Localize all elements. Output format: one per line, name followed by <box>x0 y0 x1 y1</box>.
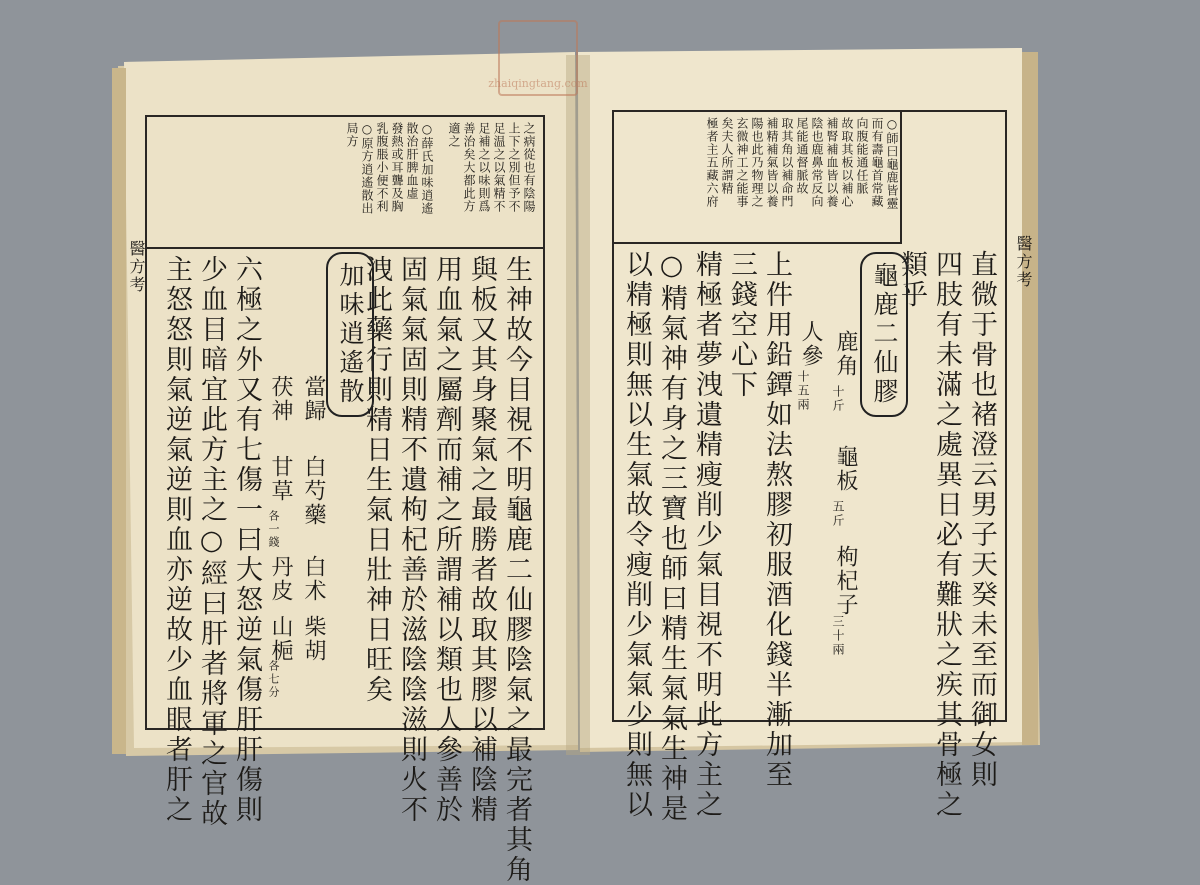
header-note: 極者主五藏六府 <box>705 117 719 208</box>
header-note: 上下之別但予不 <box>507 122 521 213</box>
right-header-notes <box>618 117 898 237</box>
text-column: 生神故今目視不明龜鹿二仙膠陰氣之最完者其角 <box>501 255 532 885</box>
header-note: 足補之以味則爲 <box>477 122 491 213</box>
ingredient-amount: 三十兩 <box>831 615 845 657</box>
ingredient-name: 龜板 <box>833 445 858 493</box>
ingredient-amount: 十五兩 <box>796 370 810 412</box>
header-note: 善治矣大都此方 <box>462 122 476 213</box>
header-note: 矣夫人所謂精 <box>720 117 734 195</box>
formula-title-right: 龜鹿二仙膠 <box>860 252 908 417</box>
ingredient-amount: 各七分 <box>267 660 280 699</box>
header-note: ○薛氏加味逍遙 <box>420 122 434 215</box>
ingredient-name: 丹皮 <box>268 555 293 603</box>
ingredient-name: 當歸 <box>301 375 326 423</box>
ingredient-name: 柴胡 <box>301 615 326 663</box>
header-note: ○師曰龜鹿皆靈 <box>885 117 899 210</box>
text-column: 類乎 <box>896 250 927 310</box>
text-column: 上件用鉛鐔如法熬膠初服酒化錢半漸加至 <box>761 250 792 790</box>
ingredient-name: 白芍藥 <box>301 455 326 527</box>
ingredient-amount: 五斤 <box>831 500 845 528</box>
header-note: 尾能通督脈故 <box>795 117 809 195</box>
ingredient-amount: 各一錢 <box>267 510 280 549</box>
watermark-text: zhaiqingtang.com <box>488 77 588 90</box>
text-column: ○精氣神有身之三寶也師曰精生氣氣生神是 <box>656 250 687 824</box>
text-column: 精極者夢洩遺精瘦削少氣目視不明此方主之 <box>691 250 722 820</box>
text-column: 三錢空心下 <box>726 250 757 400</box>
header-note: 故取其板以補心 <box>840 117 854 208</box>
header-note: 玄微神工之能事 <box>735 117 749 208</box>
text-column: 直微于骨也褚澄云男子天癸未至而御女則 <box>966 250 997 790</box>
header-note: 散治肝脾血虛 <box>405 122 419 200</box>
header-note: 適之 <box>447 122 461 148</box>
header-note: 足温之以氣精不 <box>492 122 506 213</box>
header-note: 陽也此乃物理之 <box>750 117 764 208</box>
text-column: 與板又其身聚氣之最勝者故取其膠以補陰精 <box>466 255 497 825</box>
header-note: 陰也鹿鼻常反向 <box>810 117 824 208</box>
text-column: 固氣氣固則精不遺枸杞善於滋陰陰滋則火不 <box>396 255 427 825</box>
text-column: 用血氣之屬劑而補之所謂補以類也人參善於 <box>431 255 462 825</box>
text-column: 洩此藥行則精日生氣日壯神日旺矣 <box>361 255 392 705</box>
header-note: 補精補氣皆以養 <box>765 117 779 208</box>
text-column: 四肢有未滿之處異日必有難狀之疾其骨極之 <box>931 250 962 820</box>
ingredient-name: 人參 <box>798 320 823 368</box>
header-note: 取其角以補命門 <box>780 117 794 208</box>
ingredient-name: 鹿角 <box>833 330 858 378</box>
text-column: 主怒怒則氣逆氣逆則血亦逆故少血眼者肝之 <box>161 255 192 825</box>
header-note: 向腹能通任脈 <box>855 117 869 195</box>
header-note: 而有壽龜首常藏 <box>870 117 884 208</box>
left-header-notes <box>205 122 535 242</box>
ingredient-name: 山梔 <box>268 615 293 663</box>
header-note: 補腎補血皆以養 <box>825 117 839 208</box>
header-note: ○原方逍遙散出 <box>360 122 374 215</box>
ingredient-name: 茯神 <box>268 375 293 423</box>
ingredient-amount: 十斤 <box>831 385 845 413</box>
ingredient-name: 白术 <box>301 555 326 603</box>
ingredient-name: 枸杞子 <box>833 545 858 617</box>
header-note: 發熱或耳聾及胸 <box>390 122 404 213</box>
ingredient-name: 甘草 <box>268 455 293 503</box>
header-note: 之病從也有陰陽 <box>522 122 536 213</box>
watermark-stamp <box>488 20 588 96</box>
text-column: 以精極則無以生氣故令瘦削少氣氣少則無以 <box>621 250 652 820</box>
header-note: 乳腹脹小便不利 <box>375 122 389 213</box>
right-spine-label: 醫方考 <box>1014 235 1033 289</box>
text-column: 六極之外又有七傷一曰大怒逆氣傷肝肝傷則 <box>231 255 262 825</box>
formula-title-left: 加味逍遙散 <box>326 252 374 417</box>
header-note: 局方 <box>345 122 359 148</box>
left-spine-label: 醫方考 <box>127 240 146 294</box>
text-column: 少血目暗宜此方主之○經曰肝者將軍之官故 <box>196 255 227 829</box>
